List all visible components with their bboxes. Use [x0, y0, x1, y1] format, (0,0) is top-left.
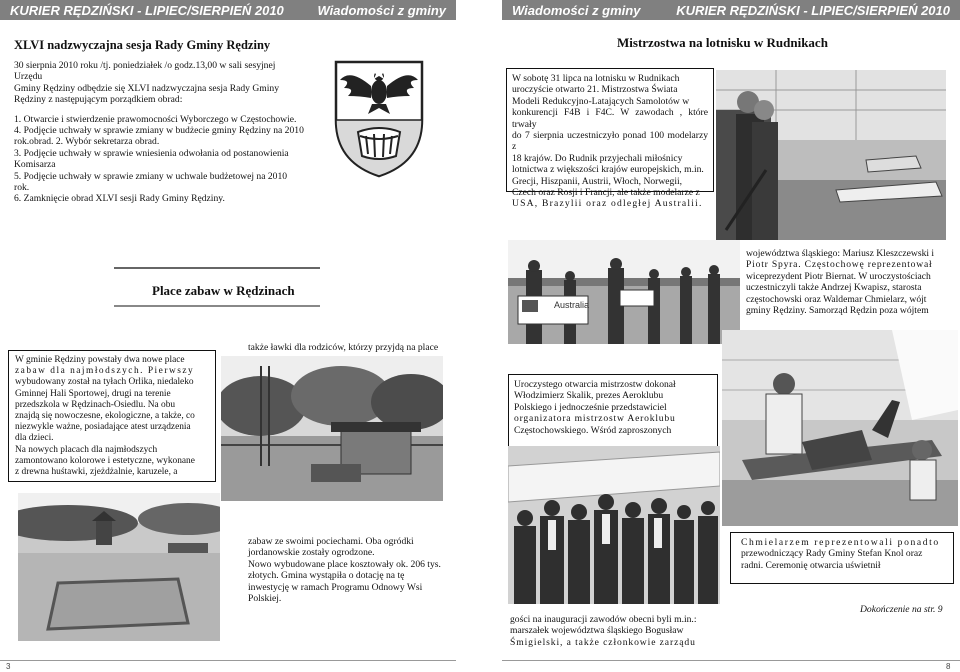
- divider: [114, 305, 320, 307]
- text-line: uroczyście otwarto 21. Mistrzostwa Świata: [512, 84, 678, 96]
- text-line: zamontowano kolorowe i estetyczne, wykonane: [15, 455, 195, 466]
- left-header-title: KURIER RĘDZIŃSKI - LIPIEC/SIERPIEŃ 2010: [10, 2, 284, 18]
- text-line: marszałek województwa śląskiego Bogusław: [510, 625, 684, 637]
- text-line: znajdą się nowoczesne, ekologiczne, a także, co: [15, 411, 195, 422]
- playground-photo: [221, 356, 443, 501]
- playgrounds-text-col2: [248, 536, 448, 604]
- text-line: przedszkola w Rędzinach-Osiedlu. Na obu: [15, 399, 176, 410]
- text-line: zabaw dla najmłodszych. Pierwszy: [15, 366, 195, 377]
- agenda-line: Komisarza: [14, 159, 56, 171]
- agenda-line: 6. Zamknięcie obrad XLVI sesji Rady Gminy Rędziny.: [14, 193, 225, 205]
- playgrounds-title: Place zabaw w Rędzinach: [152, 283, 295, 298]
- text-line: jordanowskie zostały ogrodzone.: [248, 547, 375, 559]
- session-text: [14, 60, 318, 205]
- session-intro-line: Urzędu: [14, 71, 43, 83]
- right-header-title: KURIER RĘDZIŃSKI - LIPIEC/SIERPIEŃ 2010: [676, 2, 950, 18]
- text-line: radni. Ceremonię otwarcia uświetnił: [741, 559, 881, 571]
- text-line: przewodniczący Rady Gminy Stefan Knol oraz: [741, 548, 923, 560]
- text-line: gości na inauguracji zawodów obecni byli m.in.:: [510, 614, 697, 625]
- session-title: XLVI nadzwyczajna sesja Rady Gminy Rędziny: [14, 38, 271, 52]
- text-line: Nowo wybudowane place kosztowały ok. 206 tys.: [248, 558, 441, 570]
- session-intro-line: 30 sierpnia 2010 roku /tj. poniedziałek /o godz.13,00 w sali sesyjnej: [14, 60, 276, 71]
- text-line: do 7 sierpnia uczestniczyło ponad 100 modelarzy z: [512, 130, 708, 153]
- playground-photo: [18, 493, 220, 641]
- text-line: uczestniczyli także Andrzej Kwapisz, starosta: [746, 282, 922, 294]
- playgrounds-caption-top: także ławki dla rodziców, którzy przyjdą na place: [248, 342, 439, 353]
- text-line: wiceprezydent Piotr Biernat. W uroczystościach: [746, 270, 931, 282]
- divider: [114, 267, 320, 269]
- page-number: 8: [946, 662, 951, 671]
- text-line: W gminie Rędziny powstały dwa nowe place: [15, 355, 185, 365]
- session-intro-line: Gminy Rędziny odbędzie się XLVI nadzwyczajna sesja Rady Gminy: [14, 82, 280, 94]
- text-line: z drewna huśtawki, zjeżdżalnie, karuzele, a: [15, 467, 178, 478]
- text-line: Włodzimierz Skalik, prezes Aeroklubu: [514, 390, 664, 402]
- page-number: 3: [6, 662, 11, 671]
- text-line: Śmigielski, a także członkowie zarządu: [510, 636, 696, 648]
- championship-text-col5: [730, 532, 954, 584]
- agenda-line: 5. Podjęcie uchwały w sprawie zmiany w uchwale budżetowej na 2010: [14, 170, 288, 182]
- text-line: Polskiego i jednocześnie przedstawiciel: [514, 401, 667, 413]
- text-line: Na nowych placach dla najmłodszych: [15, 444, 158, 455]
- left-page-header: [0, 0, 456, 20]
- agenda-line: 1. Otwarcie i stwierdzenie prawomocności Wyborczego w Częstochowie.: [14, 113, 297, 125]
- text-line: Piotr Spyra. Częstochowę reprezentował: [746, 259, 933, 271]
- text-line: niezwykle ważne, posiadające atest urządzenia: [15, 422, 191, 433]
- text-line: województwa śląskiego: Mariusz Kleszczewski i: [746, 248, 935, 259]
- text-line: Czech oraz Rosji i Francji, ale także modelarze z: [512, 187, 700, 199]
- agenda-line: 3. Podjęcie uchwały w sprawie wniesienia odwołania od postanowienia: [14, 147, 289, 159]
- text-line: Chmielarzem reprezentowali ponadto: [741, 537, 940, 548]
- text-line: 18 krajów. Do Rudnik przyjechali miłośnicy: [512, 152, 683, 164]
- championship-text-col4: [510, 614, 722, 648]
- championship-title: Mistrzostwa na lotnisku w Rudnikach: [617, 35, 828, 50]
- ceremony-photo: [508, 446, 720, 604]
- session-intro-line: Rędziny z następującym porządkiem obrad:: [14, 94, 183, 106]
- text-line: konkurencji F4B i F4C. W zawodach , które trwały: [512, 107, 708, 130]
- championship-text-col3: [508, 374, 718, 448]
- text-line: dla dzieci.: [15, 433, 54, 444]
- text-line: Uroczystego otwarcia mistrzostw dokonał: [514, 379, 676, 390]
- text-line: wybudowany został na tyłach Orlika, niedaleko: [15, 377, 194, 388]
- right-header-section: Wiadomości z gminy: [512, 2, 641, 18]
- agenda-line: 4. Podjęcie uchwały w sprawie zmiany w budżecie gminy Rędziny na 2010: [14, 125, 304, 137]
- hangar-photo: [716, 70, 946, 240]
- text-line: Modeli Redukcyjno-Latających Samolotów w: [512, 95, 690, 107]
- text-line: zabaw ze swoimi pociechami. Oba ogródki: [248, 536, 414, 547]
- flag-label: Australia: [554, 300, 590, 310]
- text-line: Grecji, Hiszpanii, Austrii, Włoch, Norwegii,: [512, 175, 683, 187]
- championship-text-col1: [506, 68, 714, 210]
- continued-note: Dokończenie na str. 9: [860, 604, 943, 615]
- text-line: Częstochowskiego. Wśród zaproszonych: [514, 424, 672, 436]
- championship-text-col2: [746, 248, 948, 316]
- text-line: inwestycję w ramach Programu Odnowy Wsi: [248, 581, 423, 593]
- left-header-section: Wiadomości z gminy: [317, 2, 446, 18]
- footer-line: [502, 660, 960, 661]
- coat-of-arms: [330, 58, 428, 178]
- footer-line: [0, 660, 456, 661]
- text-line: Polskiej.: [248, 593, 282, 605]
- text-line: złotych. Gmina wystąpiła o dotację na tę: [248, 570, 405, 582]
- right-page-header: [502, 0, 960, 20]
- text-line: Gminnej Hali Sportowej, drugi na terenie: [15, 388, 171, 399]
- text-line: gminy Rędziny. Samorząd Rędzin poza wójtem: [746, 305, 929, 317]
- playgrounds-text-col1: [8, 350, 216, 482]
- text-line: W sobotę 31 lipca na lotnisku w Rudnikach: [512, 73, 680, 84]
- agenda-line: rok.obrad. 2. Wybór sekretarza obrad.: [14, 136, 160, 148]
- agenda-line: rok.: [14, 182, 30, 194]
- text-line: częstochowski oraz Waldemar Chmielarz, wójt: [746, 293, 927, 305]
- text-line: organizatora mistrzostw Aeroklubu: [514, 413, 676, 425]
- text-line: lotnictwa z większości krajów europejskich, m.in.: [512, 164, 704, 176]
- model-aircraft-photo: [722, 330, 958, 526]
- text-line: USA, Brazylii oraz odległej Australii.: [512, 198, 703, 210]
- parade-photo: [508, 240, 740, 344]
